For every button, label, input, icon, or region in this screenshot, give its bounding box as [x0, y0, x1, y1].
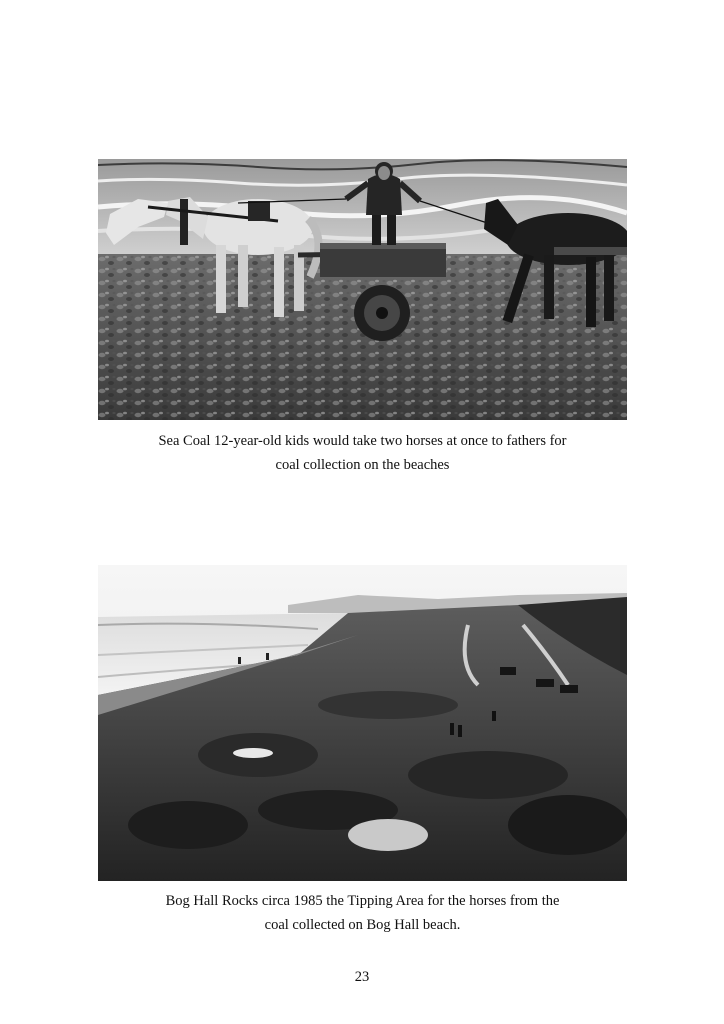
photo-caption	[98, 429, 627, 477]
caption-line: coal collected on Bog Hall beach.	[264, 917, 461, 933]
caption-line: coal collection on the beaches	[275, 457, 450, 473]
sea-coal-cart-illustration	[98, 159, 627, 420]
bog-hall-rocks-photo	[98, 565, 627, 881]
photo-caption	[98, 889, 627, 937]
caption-line: Bog Hall Rocks circa 1985 the Tipping Area for the horses from the	[165, 893, 560, 909]
bog-hall-rocks-illustration	[98, 565, 627, 881]
caption-line: Sea Coal 12-year-old kids would take two horses at once to fathers for	[158, 433, 567, 449]
page-number: 23	[354, 969, 370, 985]
sea-coal-cart-photo	[98, 159, 627, 420]
